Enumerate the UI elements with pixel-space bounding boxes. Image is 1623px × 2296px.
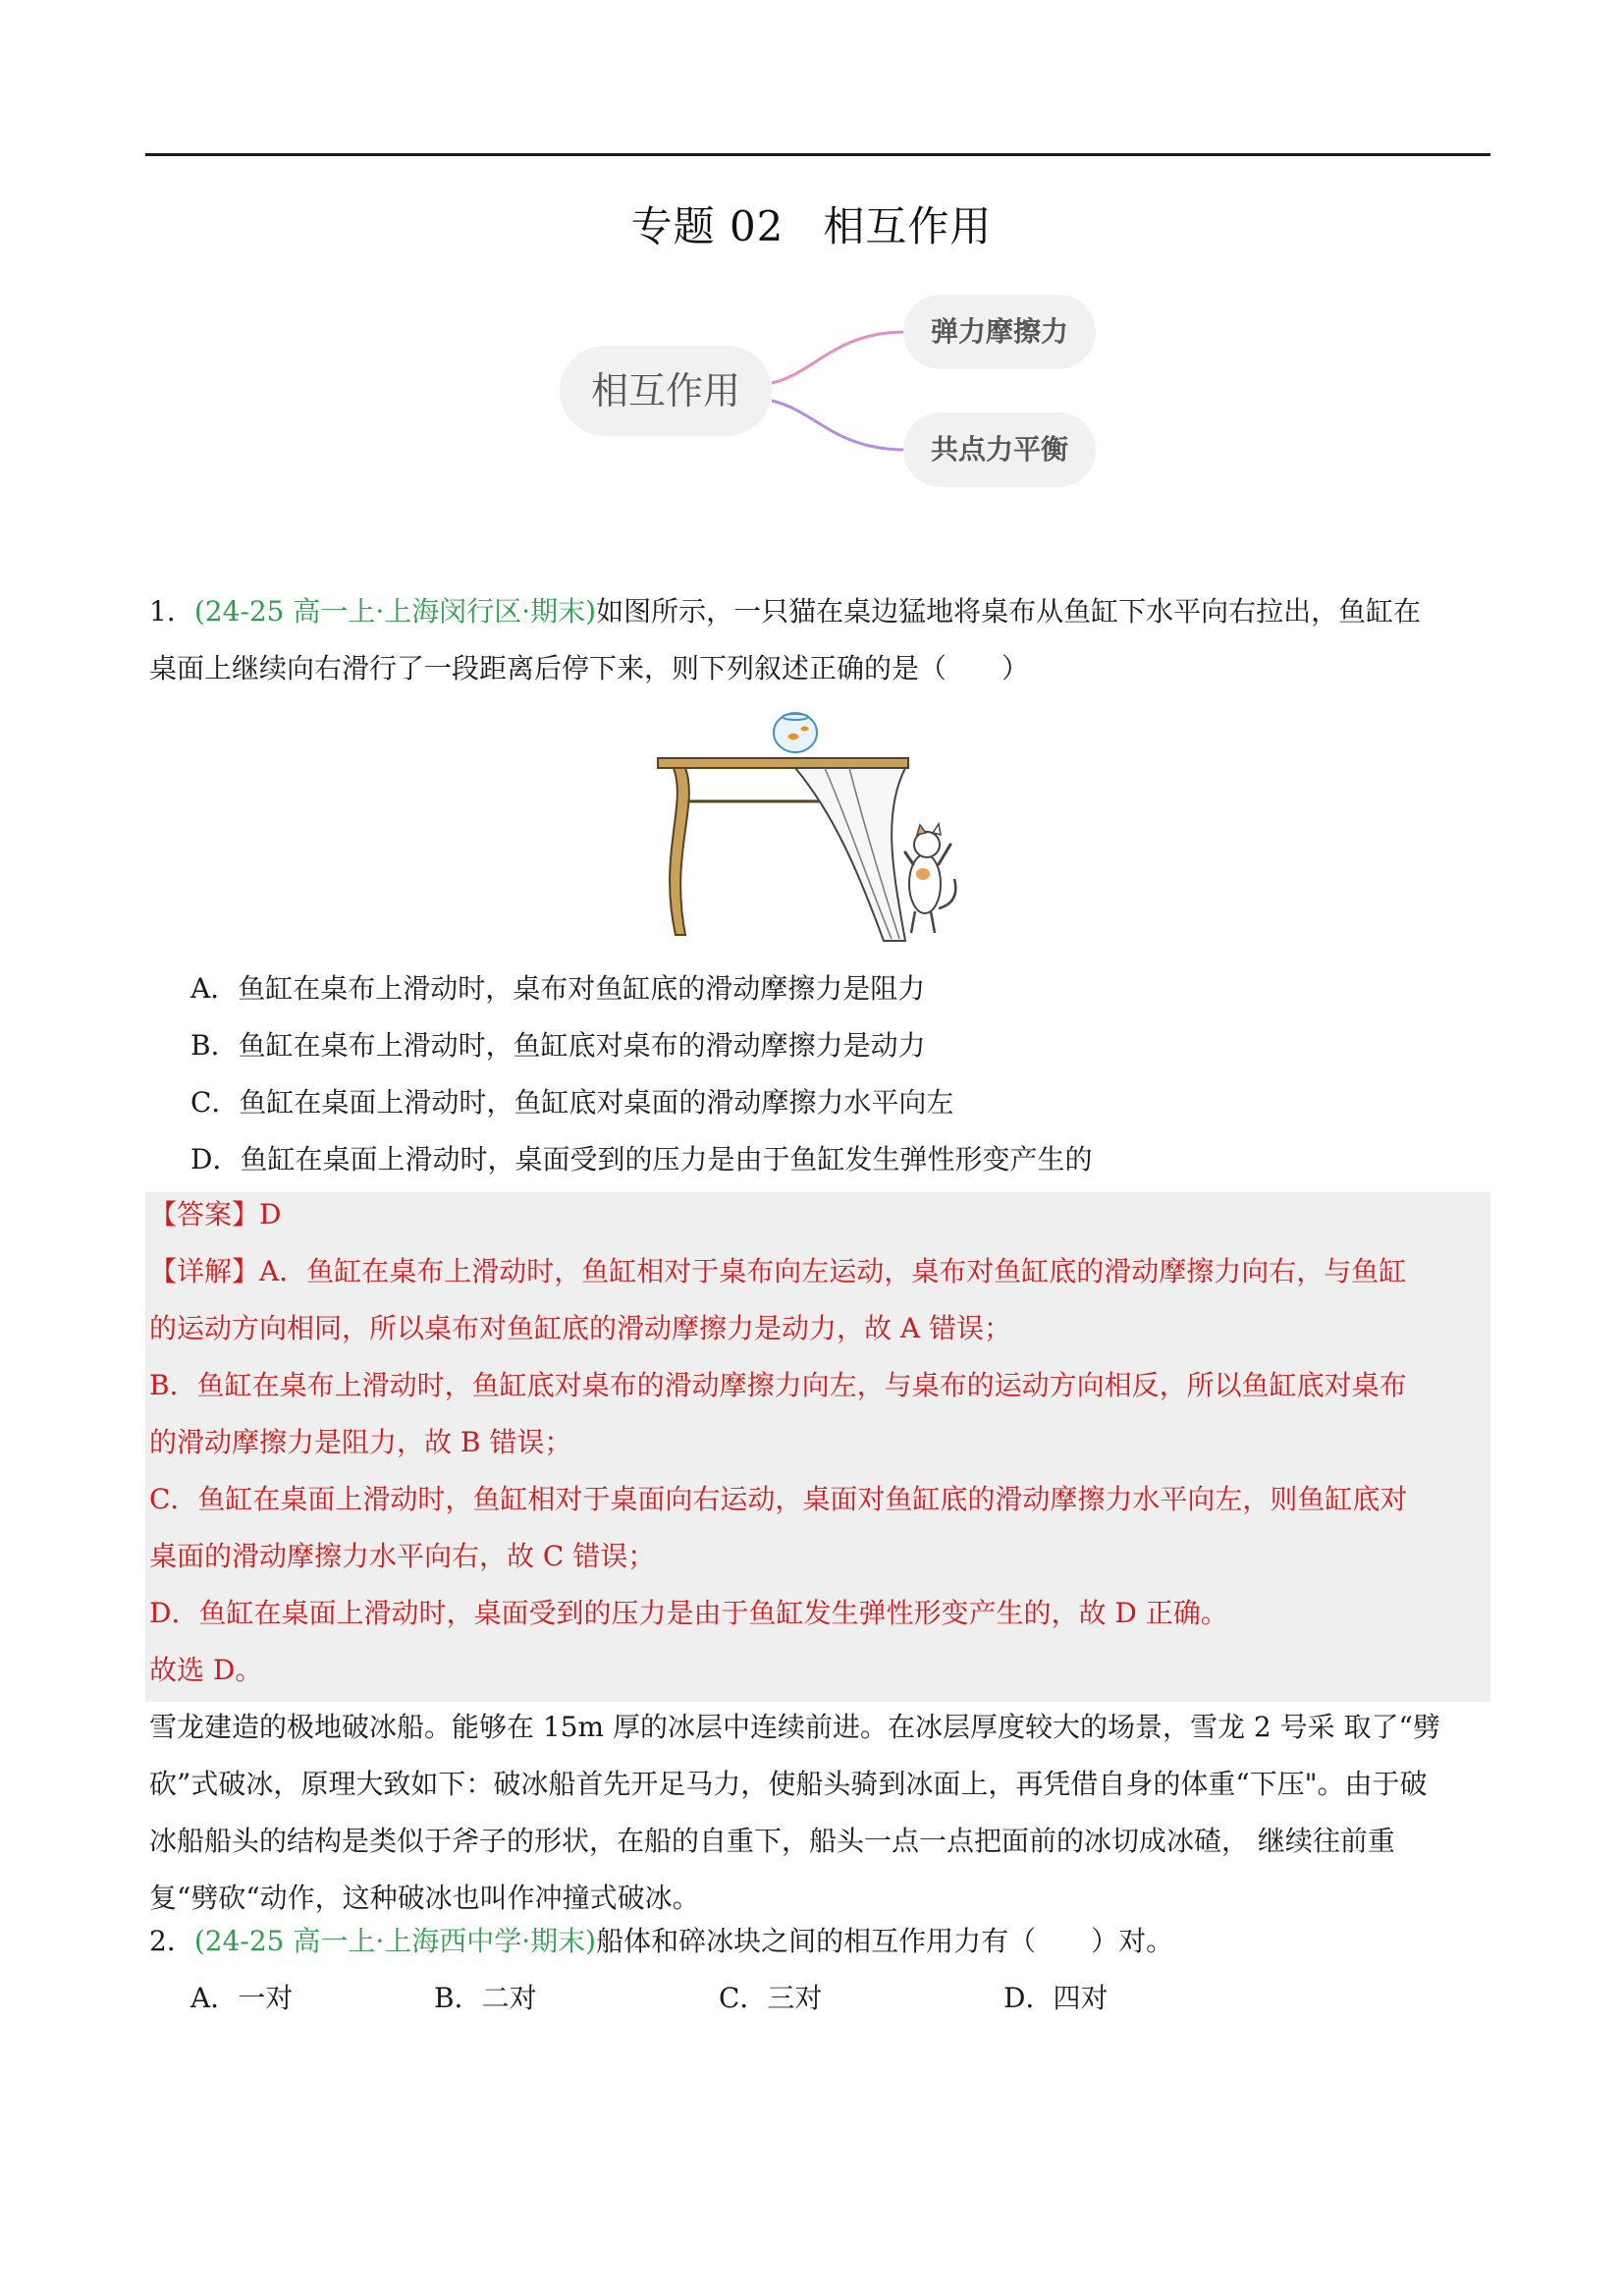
mind-map-child-elastic-friction: 弹力摩擦力	[903, 295, 1096, 369]
mind-map-child-equilibrium: 共点力平衡	[903, 412, 1096, 487]
q2-source: (24-25 高一上·上海西中学·期末)	[193, 1925, 597, 1957]
title-main: 专题 02	[630, 202, 784, 250]
passage-line-4: 复“劈砍“动作，这种破冰也叫作冲撞式破冰。	[149, 1882, 700, 1914]
q1-option-b: B．鱼缸在桌布上滑动时，鱼缸底对桌布的滑动摩擦力是动力	[190, 1029, 926, 1062]
q1-stem-line1: 如图所示，一只猫在桌边猛地将桌布从鱼缸下水平向右拉出，鱼缸在	[596, 595, 1422, 628]
q2-stem-text: 船体和碎冰块之间的相互作用力有（ ）对。	[596, 1925, 1174, 1957]
explanation-line-5: C．鱼缸在桌面上滑动时，鱼缸相对于桌面向右运动，桌面对鱼缸底的滑动摩擦力水平向左，则鱼缸底对	[149, 1483, 1408, 1515]
q1-option-d: D．鱼缸在桌面上滑动时，桌面受到的压力是由于鱼缸发生弹性形变产生的	[190, 1143, 1093, 1175]
explanation-line-4: 的滑动摩擦力是阻力，故 B 错误；	[149, 1426, 572, 1458]
q1-option-c: C．鱼缸在桌面上滑动时，鱼缸底对桌面的滑动摩擦力水平向左	[190, 1086, 954, 1119]
mind-map-root: 相互作用	[560, 346, 772, 436]
q1-option-a: A．鱼缸在桌布上滑动时，桌布对鱼缸底的滑动摩擦力是阻力	[190, 972, 926, 1005]
q2-number: 2．	[149, 1925, 194, 1957]
q2-option-d: D．四对	[1003, 1982, 1109, 2014]
explanation-line-1: 【详解】A．鱼缸在桌布上滑动时，鱼缸相对于桌布向左运动，桌布对鱼缸底的滑动摩擦力向右，与鱼缸	[149, 1255, 1407, 1287]
passage-line-1: 雪龙建造的极地破冰船。能够在 15m 厚的冰层中连续前进。在冰层厚度较大的场景，雪龙 2 号采 取了“劈	[149, 1711, 1440, 1743]
q2-stem	[149, 1913, 1489, 1969]
q2-option-c: C．三对	[719, 1982, 823, 2014]
answer-line: 【答案】D	[149, 1198, 282, 1230]
page-title	[0, 192, 1623, 261]
header-rule	[145, 153, 1490, 156]
q2-option-a: A．一对	[190, 1982, 294, 2014]
q1-figure-cat-tablecloth	[648, 707, 982, 953]
q2-option-b: B．二对	[434, 1982, 537, 2014]
explanation-conclusion: 故选 D。	[149, 1654, 263, 1686]
passage-line-3: 冰船船头的结构是类似于斧子的形状，在船的自重下，船头一点一点把面前的冰切成冰碴， 继续往前重	[149, 1825, 1395, 1857]
q1-source: (24-25 高一上·上海闵行区·期末)	[193, 595, 597, 628]
explanation-line-2: 的运动方向相同，所以桌布对鱼缸底的滑动摩擦力是动力，故 A 错误；	[149, 1312, 1012, 1344]
q1-number: 1．	[149, 595, 194, 628]
mind-map	[550, 285, 1139, 501]
explanation-line-7: D．鱼缸在桌面上滑动时，桌面受到的压力是由于鱼缸发生弹性形变产生的，故 D 正确。	[149, 1597, 1228, 1629]
passage-line-2: 砍”式破冰，原理大致如下：破冰船首先开足马力，使船头骑到冰面上，再凭借自身的体重“下压"。由于破	[149, 1768, 1428, 1800]
explanation-line-3: B．鱼缸在桌布上滑动时，鱼缸底对桌布的滑动摩擦力向左，与桌布的运动方向相反，所以鱼缸底对桌布	[149, 1369, 1407, 1401]
explanation-line-6: 桌面的滑动摩擦力水平向右，故 C 错误；	[149, 1540, 656, 1572]
title-topic: 相互作用	[823, 202, 993, 250]
q1-stem-cont: 桌面上继续向右滑行了一段距离后停下来，则下列叙述正确的是（ ）	[149, 652, 1030, 684]
q1-stem	[149, 583, 1489, 639]
